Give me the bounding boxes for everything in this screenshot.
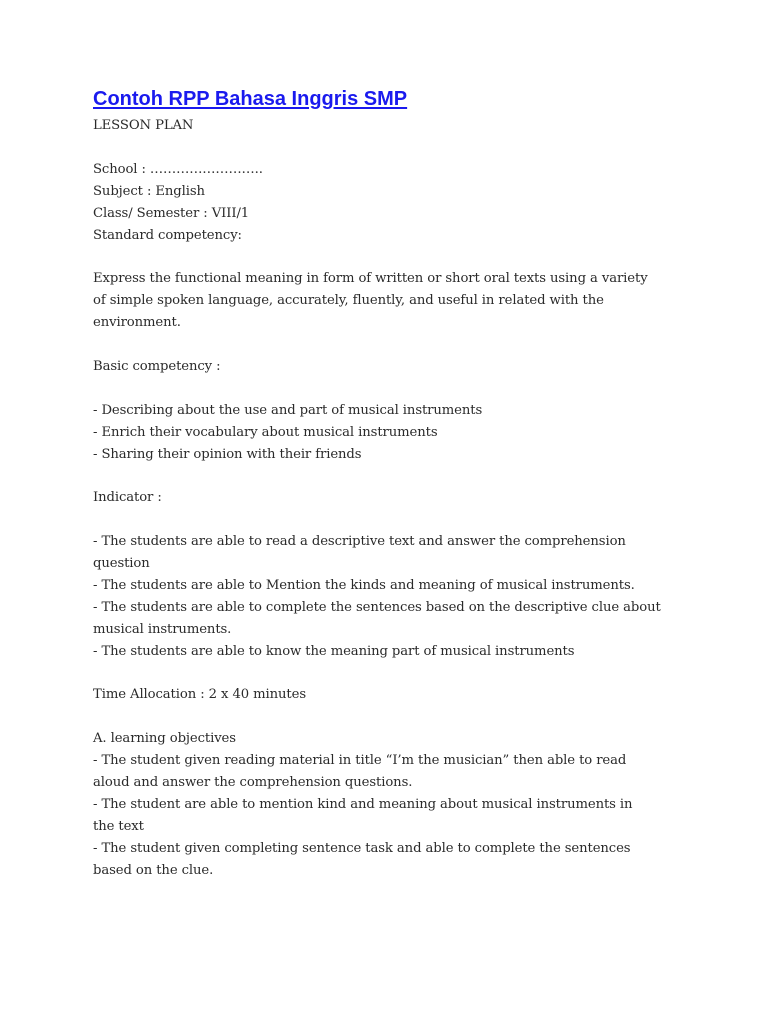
spacer: [93, 246, 693, 268]
class-semester-field: Class/ Semester : VIII/1: [93, 205, 250, 221]
spacer: [93, 378, 693, 400]
document-page: [93, 86, 693, 882]
objectives-label: A. learning objectives: [93, 731, 236, 747]
indicator-line: question: [93, 556, 150, 572]
standard-competency-line: environment.: [93, 315, 181, 331]
indicator-label: Indicator :: [93, 490, 162, 506]
standard-competency-line: Express the functional meaning in form of written or short oral texts using a variety: [93, 271, 648, 287]
document-title-link[interactable]: Contoh RPP Bahasa Inggris SMP: [93, 88, 408, 110]
objectives-line: - The student are able to mention kind and meaning about musical instruments in: [93, 796, 633, 812]
standard-competency-label: Standard competency:: [93, 227, 242, 243]
spacer: [93, 334, 693, 356]
objectives-line: - The student given completing sentence task and able to complete the sentences: [93, 840, 631, 856]
basic-competency-item: - Describing about the use and part of musical instruments: [93, 402, 483, 418]
indicator-line: - The students are able to Mention the kinds and meaning of musical instruments.: [93, 577, 635, 593]
time-allocation: Time Allocation : 2 x 40 minutes: [93, 687, 307, 703]
objectives-line: based on the clue.: [93, 862, 214, 878]
indicator-line: - The students are able to read a descriptive text and answer the comprehension: [93, 534, 626, 550]
subject-field: Subject : English: [93, 183, 205, 199]
standard-competency-line: of simple spoken language, accurately, fluently, and useful in related with the: [93, 293, 604, 309]
spacer: [93, 137, 693, 159]
basic-competency-label: Basic competency :: [93, 358, 221, 374]
document-body: [93, 115, 693, 882]
objectives-line: the text: [93, 818, 144, 834]
basic-competency-item: - Sharing their opinion with their friends: [93, 446, 362, 462]
lesson-plan-heading: LESSON PLAN: [93, 118, 194, 133]
indicator-line: - The students are able to know the meaning part of musical instruments: [93, 643, 575, 659]
basic-competency-item: - Enrich their vocabulary about musical instruments: [93, 424, 438, 440]
indicator-line: - The students are able to complete the sentences based on the descriptive clue about: [93, 599, 661, 615]
spacer: [93, 663, 693, 685]
spacer: [93, 509, 693, 531]
objectives-line: aloud and answer the comprehension questions.: [93, 775, 413, 791]
spacer: [93, 465, 693, 487]
objectives-line: - The student given reading material in title “I’m the musician” then able to read: [93, 753, 627, 769]
school-field: School : ……………………..: [93, 161, 263, 177]
indicator-line: musical instruments.: [93, 621, 232, 637]
spacer: [93, 706, 693, 728]
